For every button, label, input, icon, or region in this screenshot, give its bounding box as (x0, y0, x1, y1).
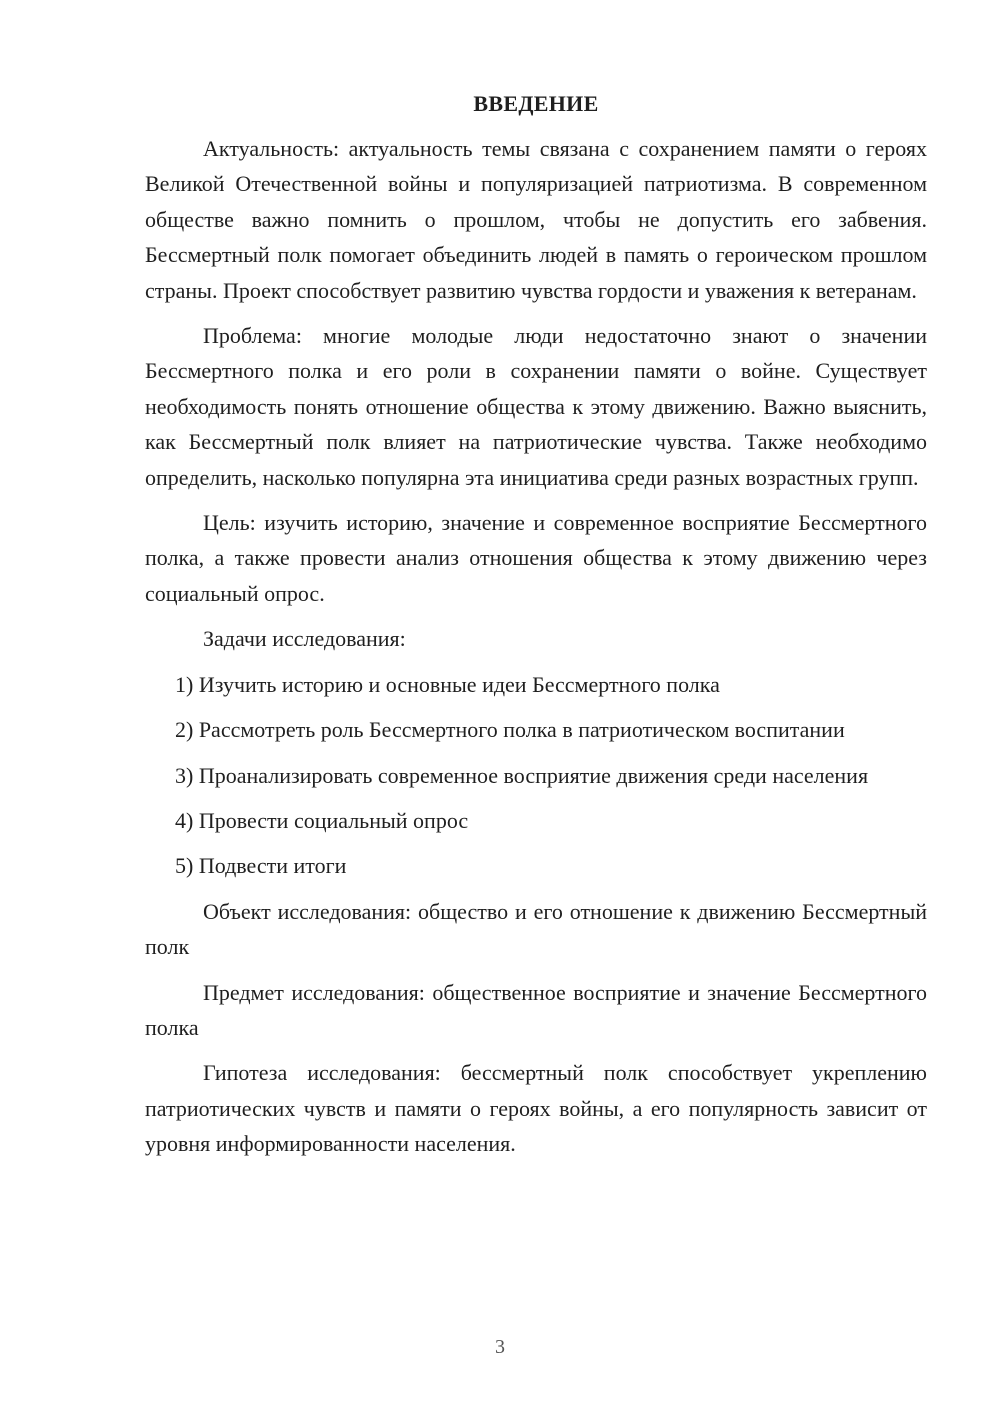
document-page (145, 90, 927, 1172)
task-item-4: 4) Провести социальный опрос (175, 807, 469, 833)
paragraph-problem: Проблема: многие молодые люди недостаточно знают о значении Бессмертного полка и его роли в сохранении памяти о войне. Существует необходимость понять отношение общества к этому движению. Важно выяснить, как Бессмертный полк влияет на патриотические чувства. Также необходимо определить, насколько популярна эта инициатива среди разных возрастных групп. (145, 323, 927, 490)
task-item-3: 3) Проанализировать современное восприятие движения среди населения (175, 762, 869, 788)
page-title: ВВЕДЕНИЕ (473, 91, 599, 116)
paragraph-hypothesis: Гипотеза исследования: бессмертный полк способствует укреплению патриотических чувств и памяти о героях войны, а его популярность зависит от уровня информированности населения. (145, 1060, 927, 1157)
task-item-2: 2) Рассмотреть роль Бессмертного полка в патриотическом воспитании (175, 717, 845, 743)
paragraph-object: Объект исследования: общество и его отношение к движению Бессмертный полк (145, 898, 927, 960)
paragraph-goal: Цель: изучить историю, значение и современное восприятие Бессмертного полка, а также провести анализ отношения общества к этому движению через социальный опрос. (145, 510, 927, 606)
paragraph-subject: Предмет исследования: общественное восприятие и значение Бессмертного полка (145, 979, 927, 1040)
paragraph-tasks-heading: Задачи исследования: (203, 626, 406, 652)
task-item-5: 5) Подвести итоги (175, 853, 347, 879)
page-number: 3 (495, 1336, 505, 1358)
task-item-1: 1) Изучить историю и основные идеи Бессмертного полка (175, 671, 720, 697)
paragraph-relevance: Актуальность: актуальность темы связана с сохранением памяти о героях Великой Отечественной войны и популяризацией патриотизма. В современном обществе важно помнить о прошлом, чтобы не допустить его забвения. Бессмертный полк помогает объединить людей в память о героическом прошлом страны. Проект способствует развитию чувства гордости и уважения к ветеранам. (145, 136, 927, 303)
